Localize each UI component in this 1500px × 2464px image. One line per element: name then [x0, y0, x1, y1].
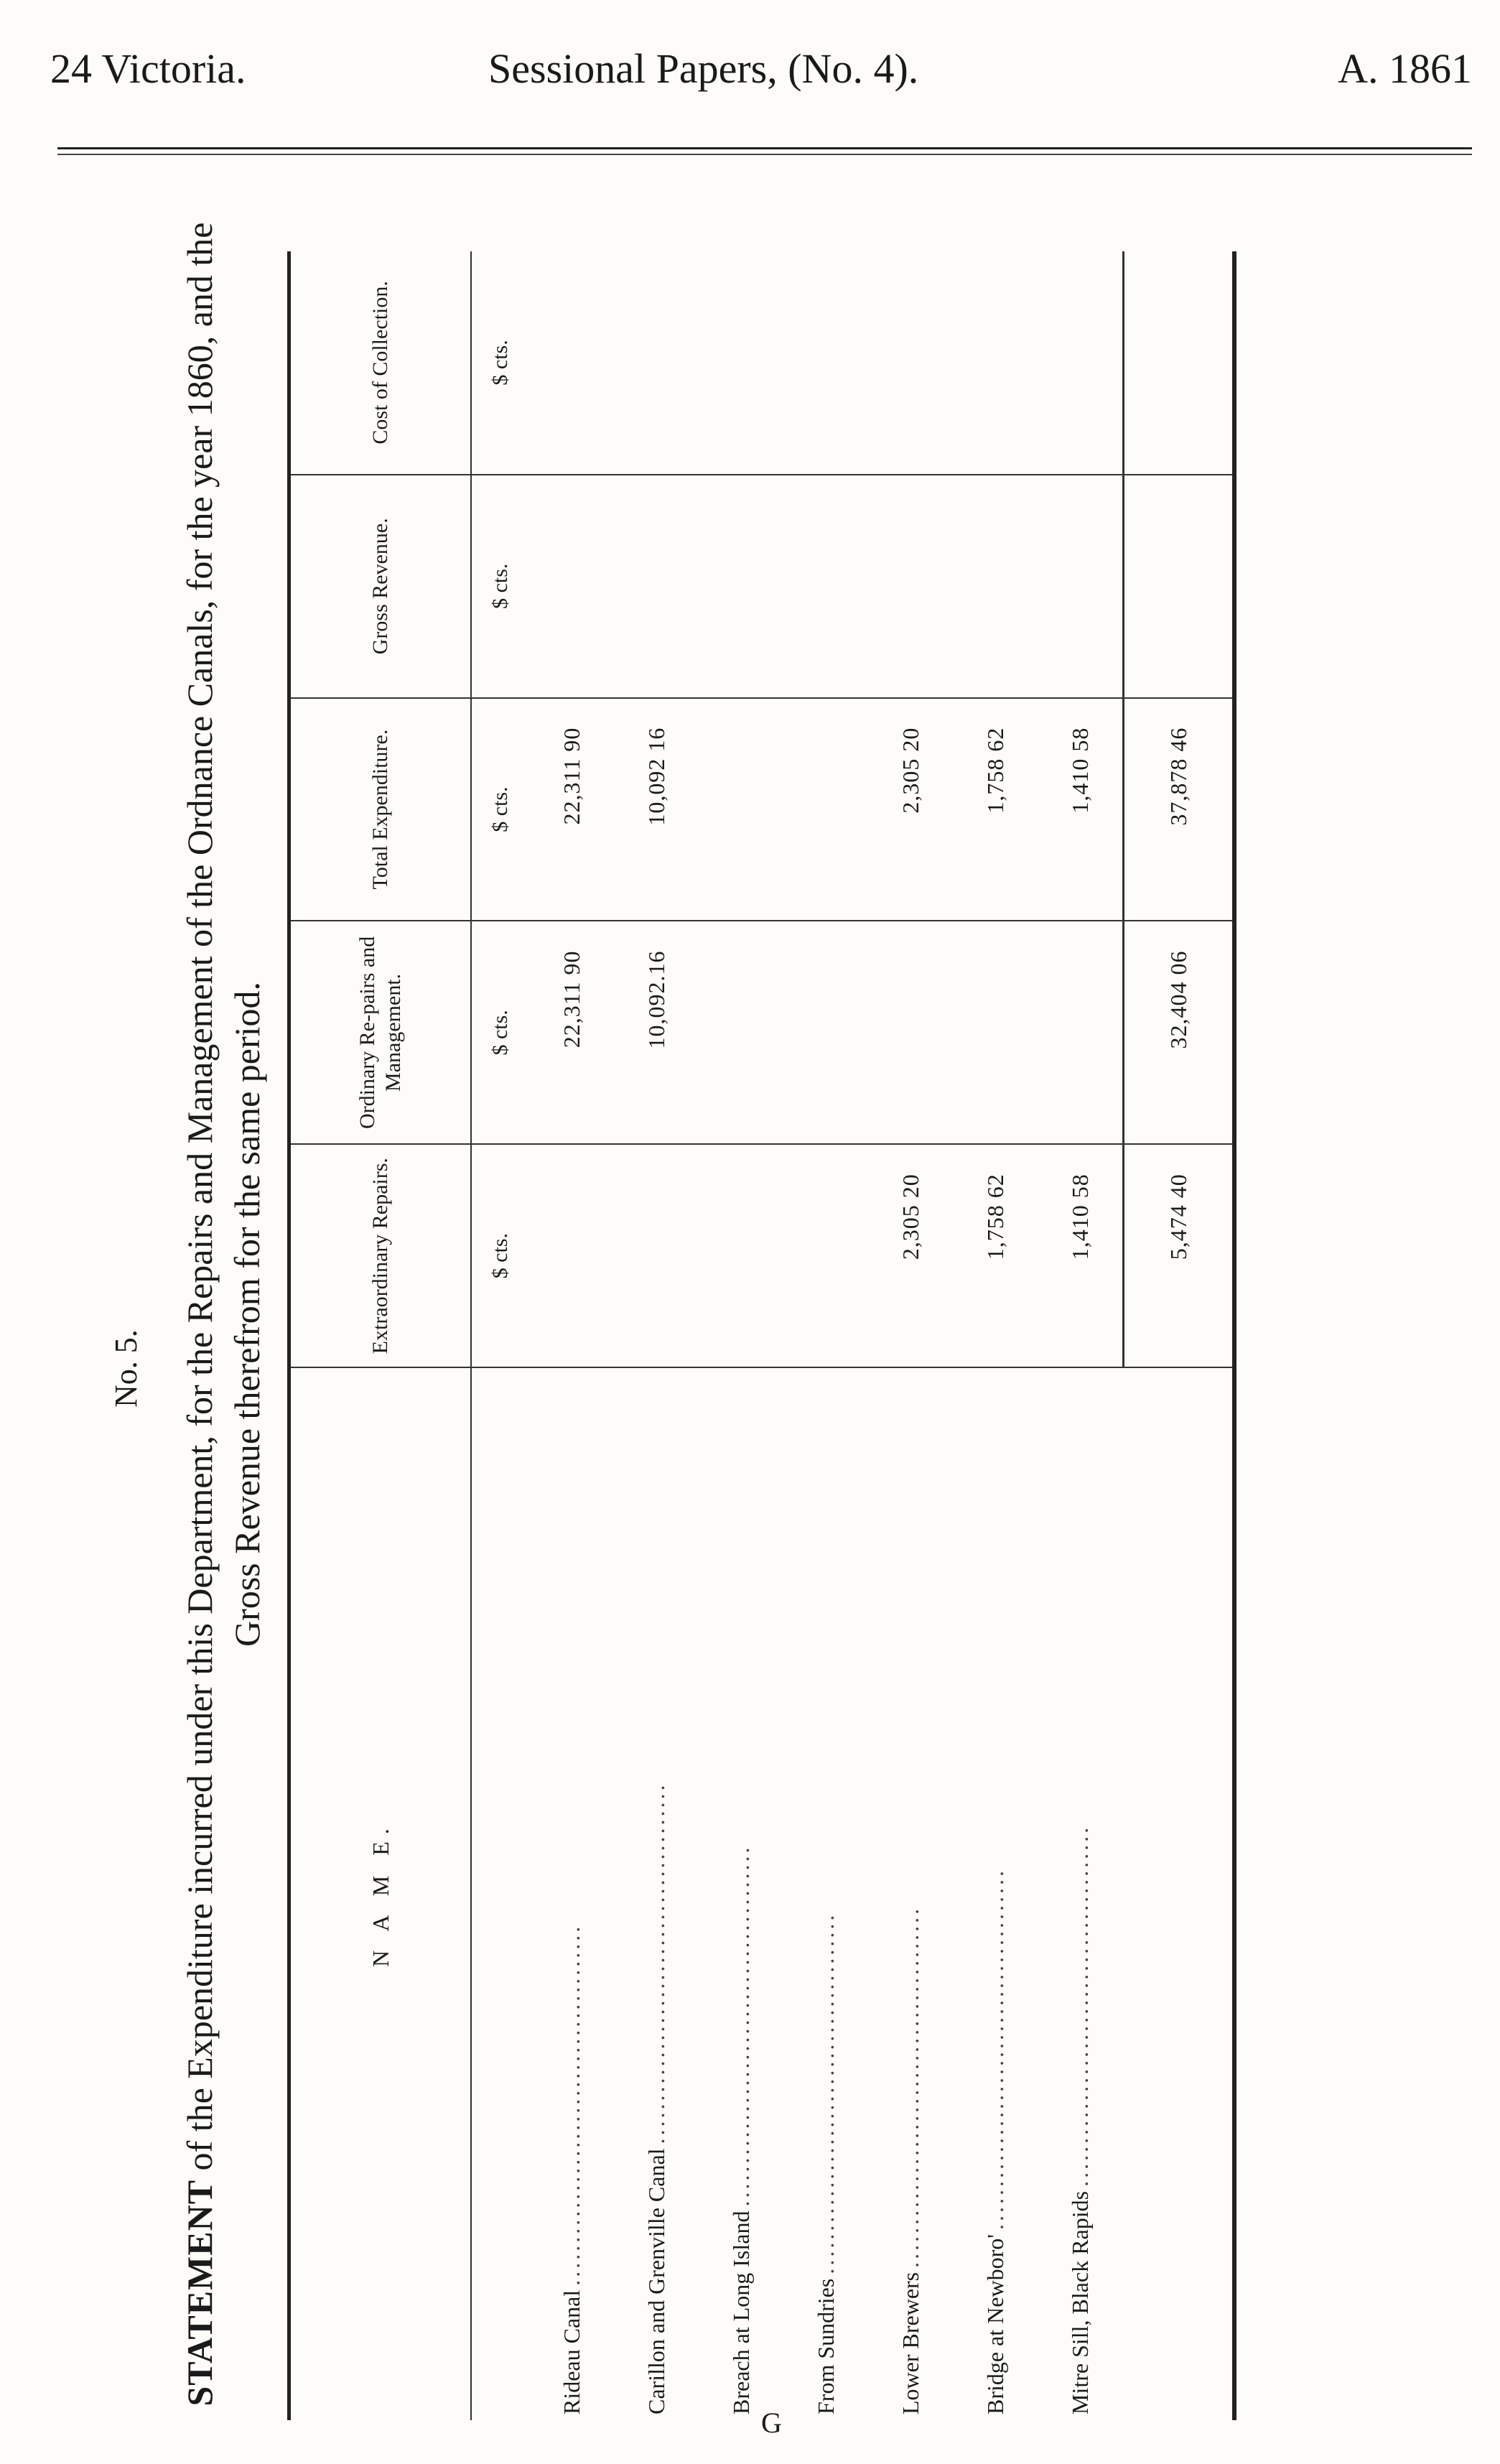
row-total [783, 698, 868, 921]
header-cost: Cost of Collection. [289, 251, 472, 475]
row-cost [1038, 251, 1124, 475]
row-gross [699, 475, 783, 698]
units-row [471, 251, 529, 2420]
row-name: Carillon and Grenville Canal.......................................... [643, 1782, 669, 2414]
running-head-left: 24 Victoria. [50, 45, 246, 92]
total-extraordinary: 5,474 40 [1124, 1144, 1235, 1367]
totals-row [1124, 251, 1235, 2420]
table-row [699, 251, 783, 2420]
row-cost [953, 251, 1038, 475]
row-name: Mitre Sill, Black Rapids.......................................... [1067, 1824, 1094, 2414]
table-row [953, 251, 1038, 2420]
units-cell: $ cts. [471, 475, 529, 698]
row-gross [529, 475, 614, 698]
total-gross [1124, 475, 1235, 698]
row-ordinary [953, 921, 1038, 1144]
header-total: Total Expenditure. [289, 698, 472, 921]
row-name: Lower Brewers.......................................... [897, 1905, 923, 2414]
row-ordinary: 22,311 90 [529, 921, 614, 1144]
units-cell: $ cts. [471, 698, 529, 921]
landscape-content [108, 180, 1472, 2442]
row-cost [868, 251, 953, 475]
running-head-right: A. 1861 [1338, 45, 1472, 92]
header-name: N A M E. [289, 1367, 472, 2420]
row-extraordinary: 2,305 20 [868, 1144, 953, 1367]
statement-title [176, 208, 271, 2420]
total-ordinary: 32,404 06 [1124, 921, 1235, 1144]
totals-blank [1124, 1367, 1235, 2420]
row-extraordinary: 1,758 62 [953, 1144, 1038, 1367]
row-cost [783, 251, 868, 475]
table-row [529, 251, 614, 2420]
table-header-row [289, 251, 472, 2420]
row-ordinary [699, 921, 783, 1144]
table-row [614, 251, 699, 2420]
units-cell: $ cts. [471, 921, 529, 1144]
row-gross [783, 475, 868, 698]
row-name: From Sundries.......................................... [812, 1912, 839, 2414]
total-total: 37,878 46 [1124, 698, 1235, 921]
row-extraordinary [529, 1144, 614, 1367]
row-gross [868, 475, 953, 698]
running-head-center: Sessional Papers, (No. 4). [488, 45, 919, 92]
folio-signature: G [761, 2407, 782, 2439]
row-total: 22,311 90 [529, 698, 614, 921]
row-name: Breach at Long Island.......................................... [727, 1844, 754, 2414]
row-name: Bridge at Newboro'.......................................... [982, 1867, 1008, 2414]
row-total: 10,092 16 [614, 698, 699, 921]
row-total [699, 698, 783, 921]
row-cost [529, 251, 614, 475]
row-total: 1,758 62 [953, 698, 1038, 921]
header-ordinary: Ordinary Re-pairs and Management. [289, 921, 472, 1144]
row-gross [953, 475, 1038, 698]
table-end-rule [1234, 251, 1242, 2420]
title-lead: STATEMENT [180, 2179, 220, 2407]
row-cost [699, 251, 783, 475]
row-gross [614, 475, 699, 698]
header-gross: Gross Revenue. [289, 475, 472, 698]
rotated-page-body [108, 180, 1472, 2442]
units-blank [471, 1367, 529, 2420]
row-ordinary [783, 921, 868, 1144]
title-rest: of the Expenditure incurred under this Department, for the Repairs and Management of the Ordnance Canals, for the year 1860, and the Gross Revenue therefrom for the same period. [180, 222, 267, 2171]
table-row [1038, 251, 1124, 2420]
total-cost [1124, 251, 1235, 475]
units-cell: $ cts. [471, 251, 529, 475]
running-head [50, 45, 1472, 109]
row-total: 2,305 20 [868, 698, 953, 921]
row-extraordinary [783, 1144, 868, 1367]
table-row [783, 251, 868, 2420]
row-ordinary: 10,092.16 [614, 921, 699, 1144]
row-gross [1038, 475, 1124, 698]
row-extraordinary: 1,410 58 [1038, 1144, 1124, 1367]
row-extraordinary [614, 1144, 699, 1367]
row-extraordinary [699, 1144, 783, 1367]
row-ordinary [1038, 921, 1124, 1144]
row-ordinary [868, 921, 953, 1144]
row-name: Rideau Canal.......................................... [558, 1923, 584, 2414]
row-cost [614, 251, 699, 475]
section-number: No. 5. [108, 1329, 144, 1408]
header-extraordinary: Extraordinary Repairs. [289, 1144, 472, 1367]
expenditure-table [287, 251, 1242, 2420]
row-total: 1,410 58 [1038, 698, 1124, 921]
header-double-rule [57, 147, 1472, 155]
units-cell: $ cts. [471, 1144, 529, 1367]
table-row [868, 251, 953, 2420]
